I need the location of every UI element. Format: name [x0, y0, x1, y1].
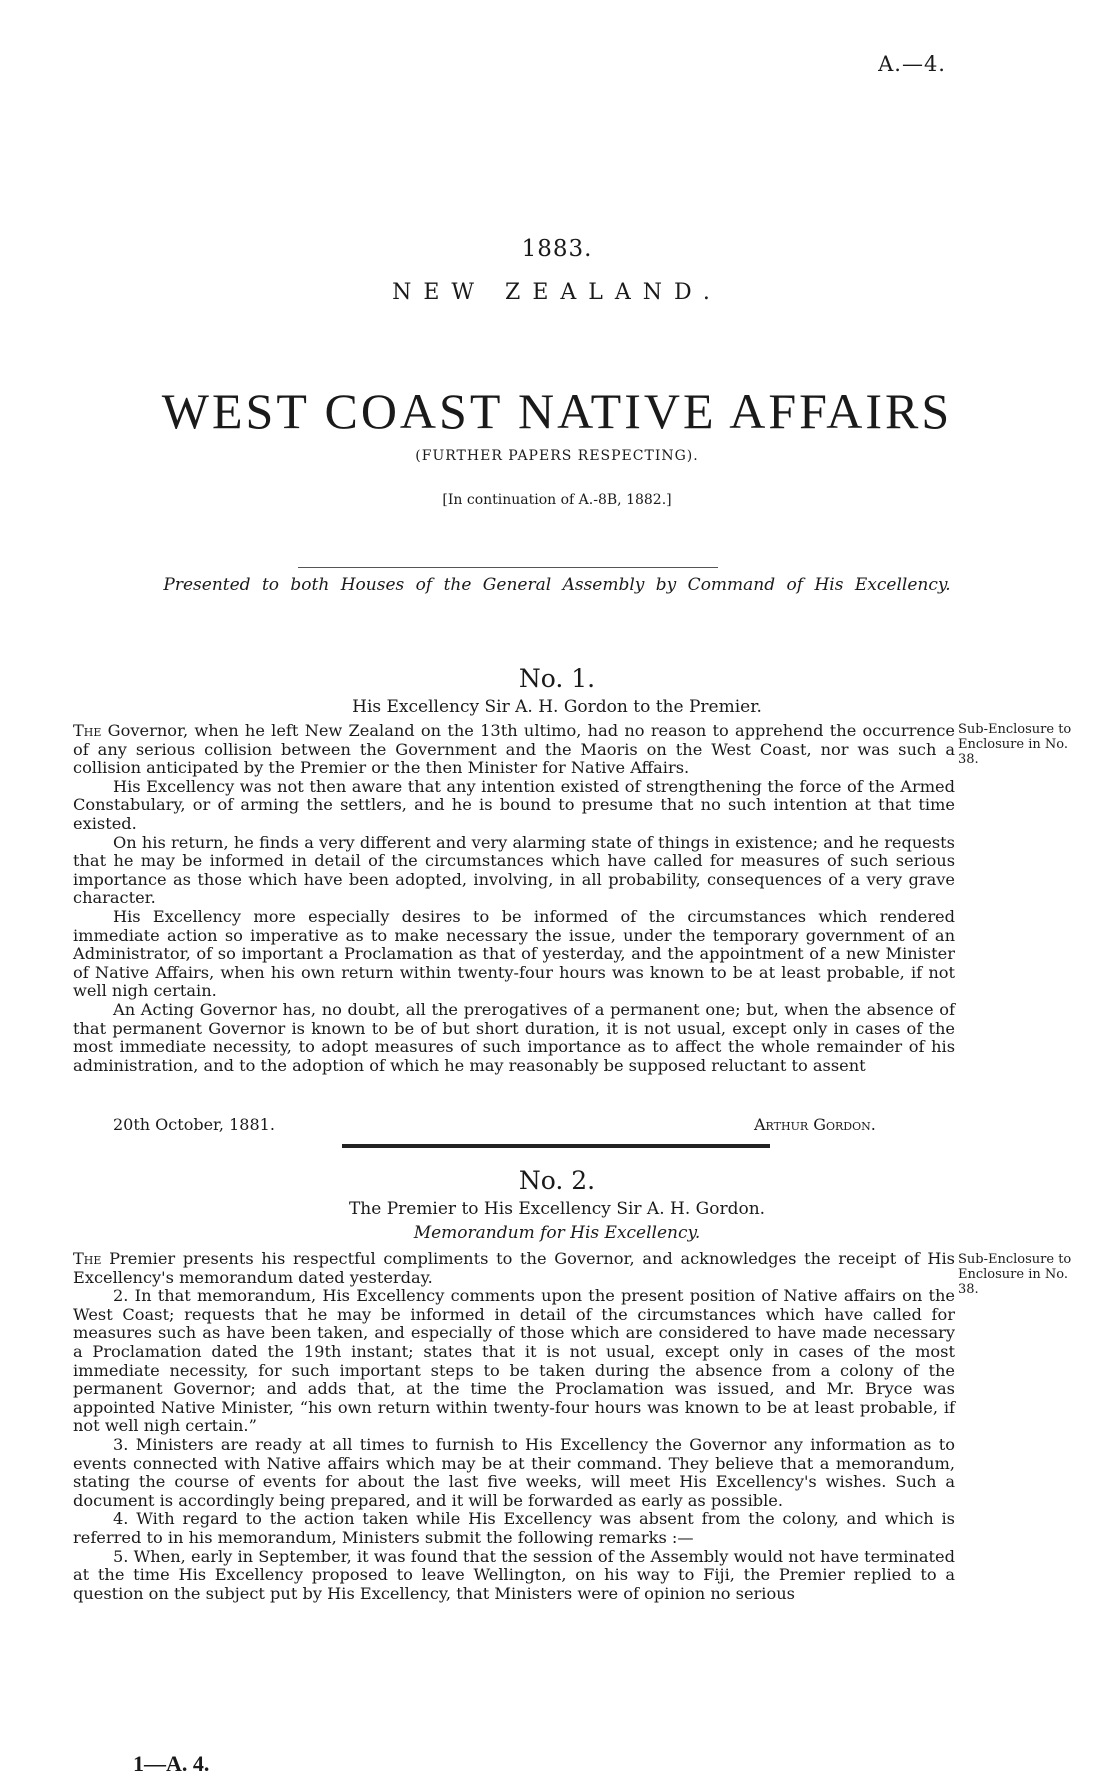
doc2-number: No. 2.	[518, 1166, 596, 1195]
doc1-paragraph-2: His Excellency was not then aware that any intention existed of strengthening the force of the Armed Constabulary, or of arming the settlers, and he is bound to presume that no such intention at that time existed.	[73, 776, 955, 833]
doc1-paragraph-5: An Acting Governor has, no doubt, all the prerogatives of a permanent one; but, when the absence of that permanent Governor is known to be of but short duration, it is not usual, except only in cases of the most immediate necessity, to adopt measures of such importance as to affect the whole remainder of his administration, and to the adoption of which he may reasonably be supposed reluctant to assent	[73, 999, 955, 1075]
doc2-paragraph-2: 2. In that memorandum, His Excellency comments upon the present position of Native affairs on the West Coast; requests that he may be informed in detail of the circumstances which have called for measures such as have been taken, and especially of those which are considered to have made necessary a Proclamation dated the 19th instant; states that it is not usual, except only in cases of the most immediate necessity, for such important steps to be taken during the absence from a colony of the permanent Governor; and adds that, at the time the Proclamation was issued, and Mr. Bryce was appointed Native Minister, “his own return within twenty-four hours was known to be at least probable, if not well nigh certain.”	[73, 1286, 955, 1436]
continuation-note: [In continuation of A.-8B, 1882.]	[442, 492, 672, 508]
doc2-body	[73, 1250, 955, 1603]
doc2-paragraph-3: 3. Ministers are ready at all times to furnish to His Excellency the Governor any information as to events connected with Native affairs which may be at their command. They believe that a memorandum, stating the course of events for about the last five weeks, will meet His Excellency's wishes. Such a document is accordingly being prepared, and it will be forwarded as early as possible.	[73, 1434, 955, 1510]
doc2-margin-note: Sub-Enclosure to Enclosure in No. 38.	[958, 1252, 1072, 1297]
presented-rule	[298, 567, 718, 568]
doc1-date: 20th October, 1881.	[113, 1115, 275, 1134]
presented-line: Presented to both Houses of the General Assembly by Command of His Excellency.	[163, 575, 951, 595]
document-subtitle: (FURTHER PAPERS RESPECTING).	[415, 448, 699, 464]
country-heading: NEW ZEALAND.	[392, 280, 722, 305]
doc2-subheading: Memorandum for His Excellency.	[413, 1223, 701, 1243]
footer-page-label: 1—A. 4.	[133, 1751, 210, 1776]
doc1-heading: His Excellency Sir A. H. Gordon to the Premier.	[352, 697, 762, 717]
doc1-paragraph-1: The Governor, when he left New Zealand on the 13th ultimo, had no reason to apprehend the occurrence of any serious collision between the Government and the Maoris on the West Coast, nor was such a collision anticipated by the Premier or the then Minister for Native Affairs.	[73, 721, 955, 778]
doc2-paragraph-4: 4. With regard to the action taken while His Excellency was absent from the colony, and which is referred to in his memorandum, Ministers submit the following remarks :—	[73, 1509, 955, 1547]
page-reference: A.—4.	[878, 52, 946, 76]
doc1-signature: Arthur Gordon.	[754, 1115, 876, 1134]
section-divider	[342, 1144, 770, 1148]
doc1-number: No. 1.	[518, 664, 596, 693]
doc2-paragraph-1: The Premier presents his respectful compliments to the Governor, and acknowledges the receipt of His Excellency's memorandum dated yesterday.	[73, 1249, 955, 1287]
doc2-heading: The Premier to His Excellency Sir A. H. Gordon.	[348, 1199, 766, 1219]
doc1-paragraph-3: On his return, he finds a very different and very alarming state of things in existence; and he requests that he may be informed in detail of the circumstances which have called for measures of such serious importance as those which have been adopted, involving, in all probability, consequences of a very grave character.	[73, 832, 955, 908]
doc1-body	[73, 722, 955, 1075]
document-title: WEST COAST NATIVE AFFAIRS	[161, 383, 953, 439]
doc2-paragraph-5: 5. When, early in September, it was found that the session of the Assembly would not have terminated at the time His Excellency proposed to leave Wellington, on his way to Fiji, the Premier replied to a question on the subject put by His Excellency, that Ministers were of opinion no serious	[73, 1546, 955, 1603]
year: 1883.	[521, 236, 593, 262]
doc1-paragraph-4: His Excellency more especially desires to be informed of the circumstances which rendered immediate action so imperative as to make necessary the issue, under the temporary government of an Administrator, of so important a Proclamation as that of yesterday, and the appointment of a new Minister of Native Affairs, when his own return within twenty-four hours was known to be at least probable, if not well nigh certain.	[73, 906, 955, 1001]
doc1-margin-note: Sub-Enclosure to Enclosure in No. 38.	[958, 722, 1072, 767]
